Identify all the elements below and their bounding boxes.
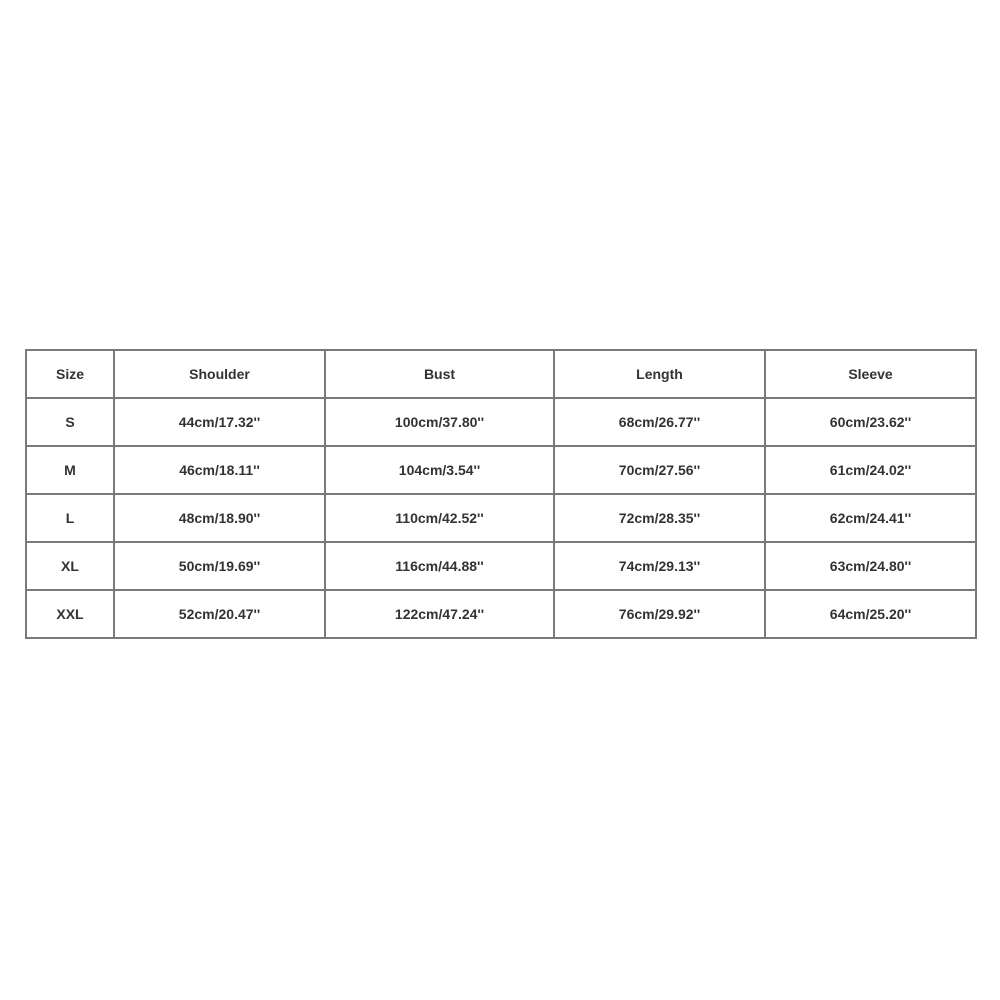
size-chart-table [25,349,977,639]
cell-size: M [26,446,114,494]
cell-length: 72cm/28.35'' [554,494,765,542]
table-row [26,446,976,494]
cell-shoulder: 44cm/17.32'' [114,398,325,446]
cell-shoulder: 50cm/19.69'' [114,542,325,590]
table-header-row [26,350,976,398]
cell-size: S [26,398,114,446]
cell-sleeve: 60cm/23.62'' [765,398,976,446]
cell-bust: 100cm/37.80'' [325,398,554,446]
cell-bust: 122cm/47.24'' [325,590,554,638]
cell-shoulder: 46cm/18.11'' [114,446,325,494]
cell-sleeve: 64cm/25.20'' [765,590,976,638]
cell-size: XXL [26,590,114,638]
cell-length: 68cm/26.77'' [554,398,765,446]
header-sleeve: Sleeve [765,350,976,398]
cell-bust: 104cm/3.54'' [325,446,554,494]
table-row [26,398,976,446]
cell-length: 74cm/29.13'' [554,542,765,590]
header-size: Size [26,350,114,398]
cell-shoulder: 48cm/18.90'' [114,494,325,542]
table-row [26,494,976,542]
cell-bust: 110cm/42.52'' [325,494,554,542]
table-row [26,542,976,590]
table-row [26,590,976,638]
cell-sleeve: 61cm/24.02'' [765,446,976,494]
cell-length: 76cm/29.92'' [554,590,765,638]
header-shoulder: Shoulder [114,350,325,398]
cell-shoulder: 52cm/20.47'' [114,590,325,638]
cell-bust: 116cm/44.88'' [325,542,554,590]
header-length: Length [554,350,765,398]
cell-length: 70cm/27.56'' [554,446,765,494]
cell-size: L [26,494,114,542]
cell-sleeve: 62cm/24.41'' [765,494,976,542]
cell-sleeve: 63cm/24.80'' [765,542,976,590]
header-bust: Bust [325,350,554,398]
cell-size: XL [26,542,114,590]
